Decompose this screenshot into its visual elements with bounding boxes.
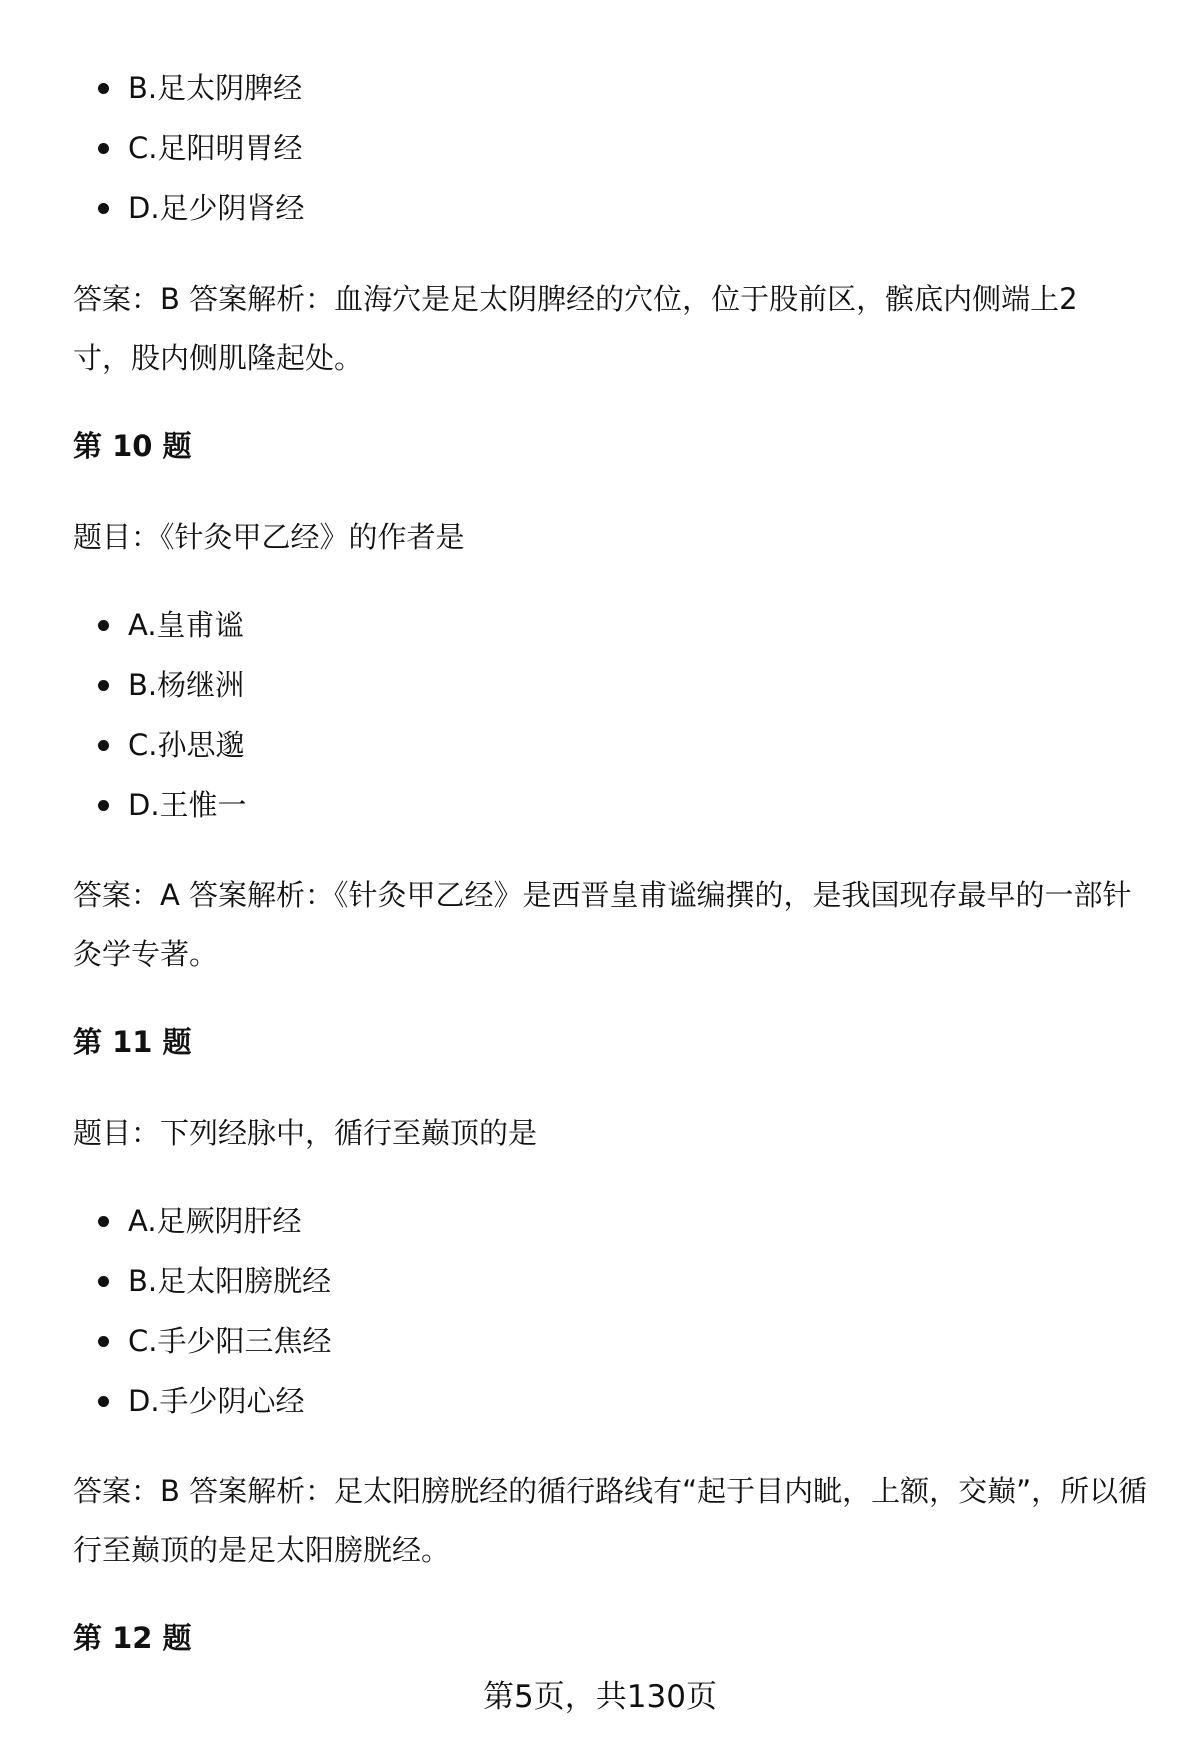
q11-answer: 答案：B 答案解析：足太阳膀胱经的循行路线有“起于目内眦，上额，交巅”，所以循行至巅顶的是足太阳膀胱经。 bbox=[73, 1474, 1148, 1567]
page-number: 第5页，共130页 bbox=[483, 1679, 717, 1715]
bullet-dot bbox=[98, 800, 109, 811]
q10-option-a: A.皇甫谧 bbox=[128, 608, 244, 642]
bullet-dot bbox=[98, 143, 109, 154]
q11-question: 题目：下列经脉中，循行至巅顶的是 bbox=[73, 1116, 538, 1150]
q10-heading: 第 10 题 bbox=[73, 429, 192, 463]
bullet-dot bbox=[98, 740, 109, 751]
bullet-dot bbox=[98, 83, 109, 94]
q10-answer: 答案：A 答案解析：《针灸甲乙经》是西晋皇甫谧编撰的，是我国现存最早的一部针灸学专著。 bbox=[73, 878, 1132, 971]
q10-option-c: C.孙思邈 bbox=[128, 728, 245, 762]
bullet-dot bbox=[98, 620, 109, 631]
q12-heading: 第 12 题 bbox=[73, 1621, 192, 1655]
q11-option-d: D.手少阴心经 bbox=[128, 1384, 305, 1418]
q11-option-b: B.足太阳膀胱经 bbox=[128, 1264, 332, 1298]
q10-question: 题目：《针灸甲乙经》的作者是 bbox=[73, 520, 465, 554]
bullet-dot bbox=[98, 1216, 109, 1227]
q11-option-a: A.足厥阴肝经 bbox=[128, 1204, 302, 1238]
bullet-dot bbox=[98, 1276, 109, 1287]
q11-heading: 第 11 题 bbox=[73, 1025, 192, 1059]
bullet-dot bbox=[98, 680, 109, 691]
q11-option-c: C.手少阳三焦经 bbox=[128, 1324, 332, 1358]
q10-option-b: B.杨继洲 bbox=[128, 668, 245, 702]
q9-answer: 答案：B 答案解析：血海穴是足太阴脾经的穴位，位于股前区，髌底内侧端上2寸，股内侧肌隆起处。 bbox=[73, 282, 1078, 375]
bullet-dot bbox=[98, 203, 109, 214]
bullet-dot bbox=[98, 1336, 109, 1347]
q9-option-c: C.足阳明胃经 bbox=[128, 131, 303, 165]
q10-option-d: D.王惟一 bbox=[128, 788, 247, 822]
q9-option-b: B.足太阴脾经 bbox=[128, 71, 303, 105]
bullet-dot bbox=[98, 1396, 109, 1407]
q9-option-d: D.足少阴肾经 bbox=[128, 191, 305, 225]
